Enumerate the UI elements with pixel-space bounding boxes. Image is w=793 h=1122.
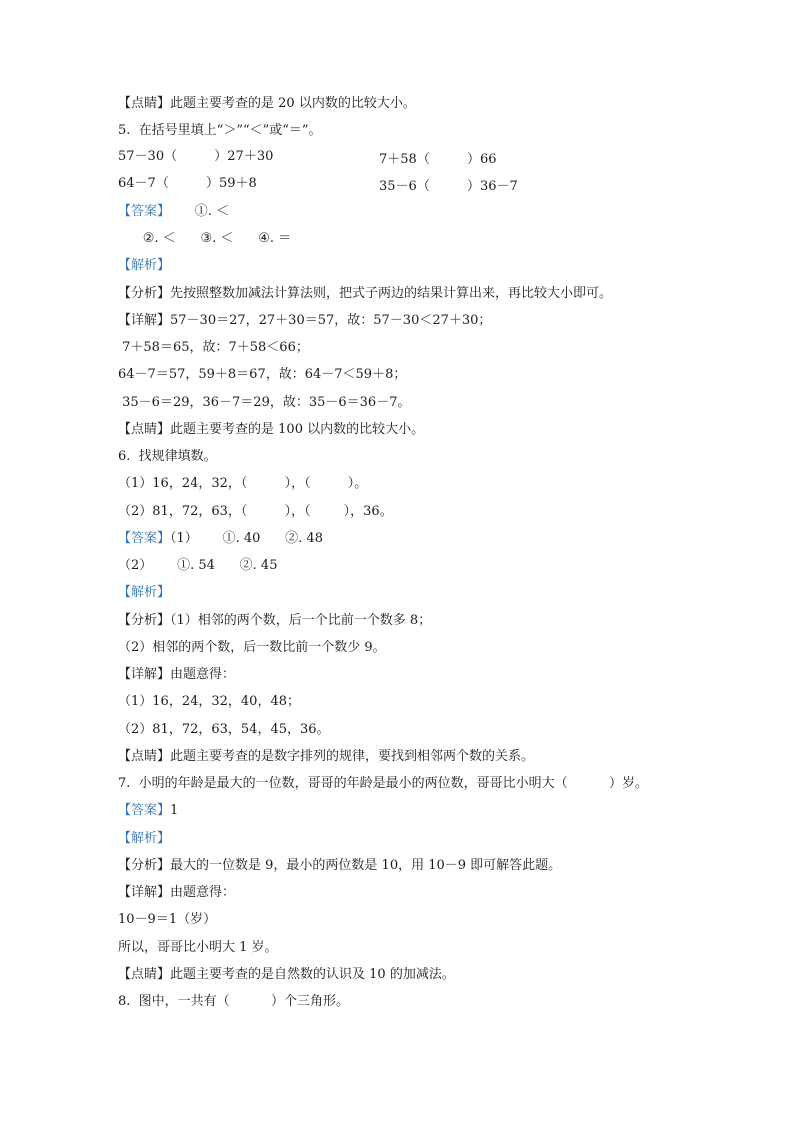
line-text: ②. ＜ ③. ＜ ④. ＝	[118, 231, 292, 246]
text-line	[118, 666, 235, 684]
q5-right-row2: 35－6（ ）36－7	[379, 179, 518, 194]
text-line	[118, 775, 648, 793]
text-line	[118, 448, 217, 466]
section-label: 【点睛】	[118, 96, 171, 111]
line-text: （2）81，72，63，54，45，36。	[118, 722, 330, 737]
text-line	[118, 394, 410, 412]
text-line	[118, 693, 300, 711]
text-line	[118, 911, 216, 929]
line-text: 此题主要考查的是数字排列的规律，要找到相邻两个数的关系。	[170, 749, 535, 764]
line-text: （1） ①. 40 ②. 48	[170, 531, 323, 546]
text-line	[118, 503, 393, 521]
section-label: 【详解】	[118, 313, 171, 328]
line-text: 此题主要考查的是自然数的认识及 10 的加减法。	[170, 967, 455, 982]
line-text: 64－7（ ）59＋8	[118, 176, 257, 191]
text-line	[118, 95, 416, 113]
line-text: 所以，哥哥比小明大 1 岁。	[118, 940, 278, 955]
line-text: ①. ＜	[170, 204, 230, 219]
text-line	[118, 557, 277, 575]
line-text: 6. 找规律填数。	[118, 449, 217, 464]
section-label: 【解析】	[118, 585, 171, 600]
line-text: 由题意得：	[170, 667, 236, 682]
section-label: 【点睛】	[118, 422, 171, 437]
line-text: 57－30＝27，27＋30＝57，故：57－30＜27＋30；	[170, 313, 492, 328]
section-label: 【点睛】	[118, 749, 171, 764]
text-line	[118, 721, 330, 739]
text-line	[118, 830, 170, 848]
text-line	[118, 857, 561, 875]
text-line	[118, 421, 424, 439]
text-line	[118, 257, 170, 275]
section-label: 【分析】	[118, 613, 171, 628]
line-text: 最大的一位数是 9，最小的两位数是 10，用 10－9 即可解答此题。	[170, 858, 562, 873]
text-line	[118, 584, 170, 602]
line-text: （2）81，72，63，（ ），（ ），36。	[118, 504, 393, 519]
line-text: （1）相邻的两个数，后一个比前一个数多 8；	[170, 613, 432, 628]
text-line	[118, 802, 178, 820]
text-line	[118, 366, 406, 384]
line-text: 57－30（ ）27＋30	[118, 149, 274, 164]
line-text: 1	[170, 803, 179, 818]
text-line	[118, 530, 323, 548]
text-line	[118, 966, 455, 984]
text-line	[118, 639, 386, 657]
text-line	[118, 122, 322, 140]
text-line	[118, 285, 612, 303]
section-label: 【答案】	[118, 803, 171, 818]
line-text: 此题主要考查的是 20 以内数的比较大小。	[170, 96, 416, 111]
section-label: 【解析】	[118, 258, 171, 273]
section-label: 【答案】	[118, 531, 171, 546]
line-text: （1）16，24，32，（ ），（ ）。	[118, 476, 368, 491]
text-line	[118, 939, 278, 957]
text-line	[118, 339, 309, 357]
text-line	[118, 612, 431, 630]
line-text: （1）16，24，32，40，48；	[118, 694, 300, 709]
section-label: 【分析】	[118, 286, 171, 301]
section-label: 【点睛】	[118, 967, 171, 982]
line-text: 8. 图中，一共有（ ）个三角形。	[118, 994, 349, 1009]
q5-right-row1: 7＋58（ ）66	[379, 152, 497, 167]
line-text: （2） ①. 54 ②. 45	[118, 558, 278, 573]
text-line	[118, 312, 491, 330]
text-line	[118, 475, 367, 493]
section-label: 【详解】	[118, 885, 171, 900]
line-text: 10－9＝1（岁）	[118, 912, 217, 927]
line-text: 64－7＝57，59＋8＝67，故：64－7＜59＋8；	[118, 367, 407, 382]
text-line	[118, 175, 257, 193]
line-text: （2）相邻的两个数，后一数比前一个数少 9。	[118, 640, 386, 655]
line-text: 7. 小明的年龄是最大的一位数，哥哥的年龄是最小的两位数，哥哥比小明大（ ）岁。	[118, 776, 648, 791]
section-label: 【详解】	[118, 667, 171, 682]
text-line	[118, 148, 273, 166]
line-text: 先按照整数加减法计算法则，把式子两边的结果计算出来，再比较大小即可。	[170, 286, 613, 301]
section-label: 【解析】	[118, 831, 171, 846]
text-line	[118, 884, 235, 902]
section-label: 【答案】	[118, 204, 171, 219]
text-line	[118, 993, 349, 1011]
text-line	[118, 203, 229, 221]
line-text: 35－6＝29，36－7＝29，故：35－6＝36－7。	[118, 395, 411, 410]
line-text: 5. 在括号里填上“＞”“＜”或“＝”。	[118, 123, 322, 138]
section-label: 【分析】	[118, 858, 171, 873]
text-line	[118, 748, 534, 766]
line-text: 此题主要考查的是 100 以内数的比较大小。	[170, 422, 425, 437]
line-text: 7＋58＝65，故：7＋58＜66；	[118, 340, 309, 355]
line-text: 由题意得：	[170, 885, 236, 900]
text-line	[118, 230, 291, 248]
